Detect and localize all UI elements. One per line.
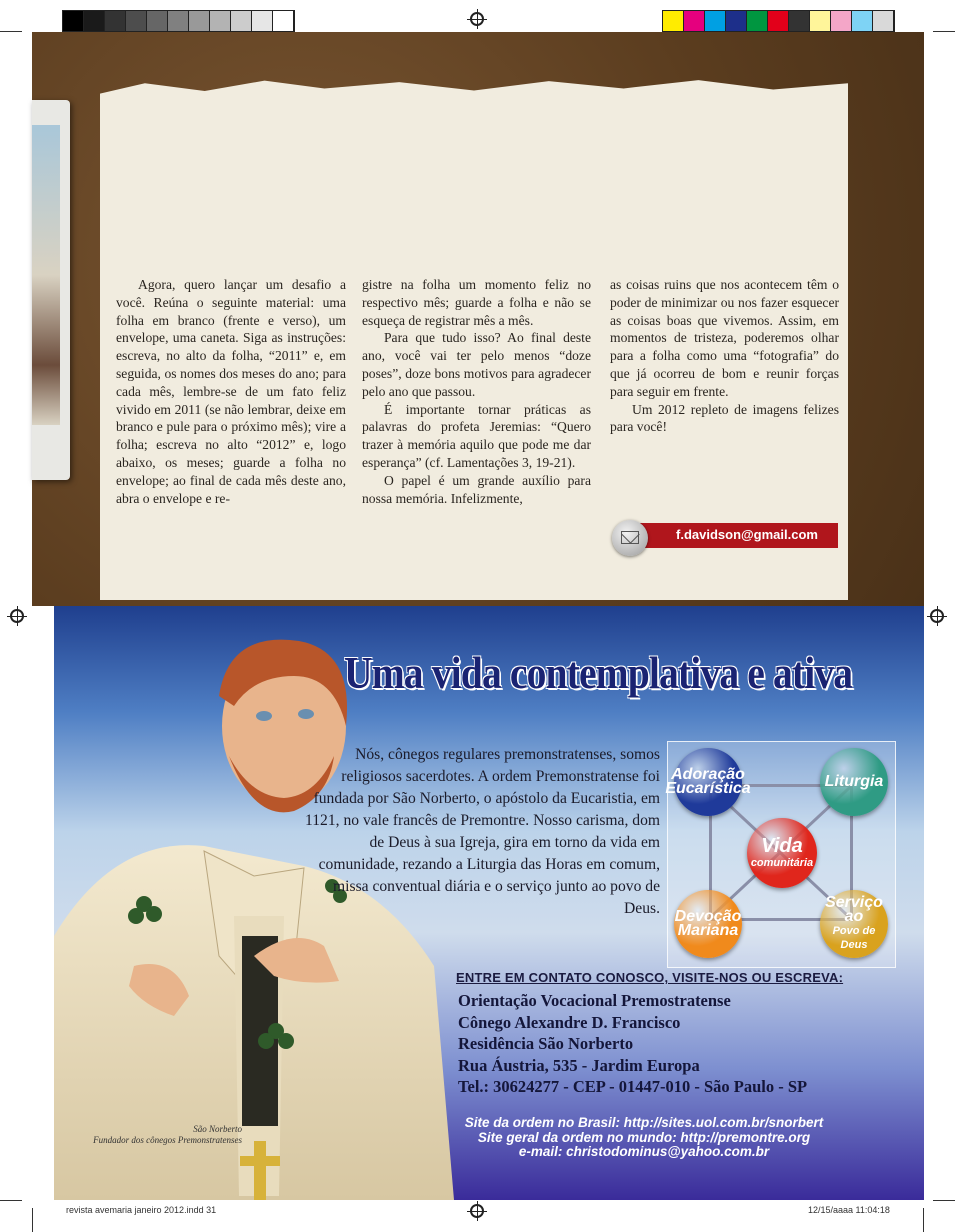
color-swatch: [189, 11, 210, 31]
article-paragraph: Para que tudo isso? Ao final deste ano, você vai ter pelo menos “doze poses”, doze bons motivos para agradecer pelo ano que passou.: [362, 330, 591, 399]
links-block: [399, 1116, 889, 1160]
color-swatch: [663, 11, 684, 31]
color-swatch: [684, 11, 705, 31]
contact-line: Residência São Norberto: [458, 1034, 634, 1053]
envelope-icon: [612, 520, 648, 556]
file-slug: revista avemaria janeiro 2012.indd 31: [66, 1205, 217, 1215]
charism-diagram: [667, 741, 896, 968]
registration-mark-bottom-icon: [470, 1204, 484, 1218]
author-email-link[interactable]: f.davidson@gmail.com: [676, 527, 818, 542]
registration-mark-left-icon: [10, 609, 24, 623]
color-swatch: [252, 11, 273, 31]
color-swatch: [168, 11, 189, 31]
color-swatch: [63, 11, 84, 31]
crop-mark: [0, 31, 22, 32]
color-swatch: [789, 11, 810, 31]
liturgia-node: Liturgia: [820, 748, 888, 816]
grayscale-color-bar: [62, 10, 295, 32]
color-swatch: [273, 11, 294, 31]
article-paragraph: Agora, quero lançar um desafio a você. Reúna o seguinte material: uma folha em branco (frente e verso), um envelope, uma caneta. Siga as instruções: escreva, no alto da folha, “2011” e, em seguida, os nomes dos meses do ano; para cada mês, lembre-se de um fato feliz vivido em 2011 (se não lembrar, deixe em branco e pule para o próximo mês); vire a folha; escreva no alto “2012” e, logo abaixo, os meses; guarde a folha no envelope; ao final de cada mês deste ano, abra o envelope e re-: [116, 277, 346, 506]
contact-email-link[interactable]: e-mail: christodominus@yahoo.com.br: [518, 1144, 770, 1159]
article-column-3: [610, 276, 839, 436]
color-swatch: [831, 11, 852, 31]
article-paragraph: Um 2012 repleto de imagens felizes para você!: [610, 401, 839, 435]
contact-line: Cônego Alexandre D. Francisco: [458, 1012, 681, 1032]
cmyk-color-bar: [662, 10, 895, 32]
article-column-1: [116, 276, 346, 507]
crop-mark: [923, 1208, 924, 1232]
servico-povo-de-deus-node: Serviço ao Povo de Deus: [820, 890, 888, 958]
registration-mark-right-icon: [930, 609, 944, 623]
advertisement: [54, 606, 924, 1200]
contact-line: Orientação Vocacional Premostratense: [458, 991, 731, 1010]
article-paragraph: O papel é um grande auxílio para nossa memória. Infelizmente,: [362, 472, 591, 506]
color-swatch: [768, 11, 789, 31]
article-paragraph: as coisas ruins que nos acontecem têm o poder de minimizar ou nos fazer esquecer as coisas boas que vivemos. Assim, em momentos de tristeza, poderemos olhar para a folha como uma “fotografia” do que já ocorreu de bom e reunir forças para seguir em frente.: [610, 277, 839, 399]
ad-title: Uma vida contemplativa e ativa: [344, 647, 853, 698]
article-column-2: [362, 276, 591, 507]
devocao-mariana-node: Devoção Mariana: [674, 890, 742, 958]
contact-block: [458, 990, 807, 1098]
color-swatch: [726, 11, 747, 31]
color-swatch: [126, 11, 147, 31]
crop-mark: [32, 1208, 33, 1232]
color-swatch: [852, 11, 873, 31]
color-swatch: [705, 11, 726, 31]
registration-mark-top-icon: [470, 12, 484, 26]
print-timestamp: 12/15/aaaa 11:04:18: [808, 1205, 890, 1215]
color-swatch: [210, 11, 231, 31]
pinned-photo: [32, 100, 70, 480]
color-swatch: [147, 11, 168, 31]
contact-heading: ENTRE EM CONTATO CONOSCO, VISITE-NOS OU ESCREVA:: [456, 970, 844, 985]
article-paragraph: É importante tornar práticas as palavras do profeta Jeremias: “Quero trazer à memória aquilo que pode me dar esperança” (cf. Lamentações 3, 19-21).: [362, 401, 591, 470]
color-swatch: [105, 11, 126, 31]
adoracao-eucaristica-node: Adoração Eucarística: [674, 748, 742, 816]
saint-caption: São Norberto Fundador dos cônegos Premonstratenses: [93, 1124, 242, 1145]
color-swatch: [84, 11, 105, 31]
contact-line: Rua Áustria, 535 - Jardim Europa: [458, 1055, 700, 1075]
color-swatch: [873, 11, 894, 31]
article-paragraph: gistre na folha um momento feliz no respectivo mês; guarde a folha e não se esqueça de registrar mês a mês.: [362, 277, 591, 328]
vida-comunitaria-node: Vida comunitária: [747, 818, 817, 888]
site-mundo-link[interactable]: Site geral da ordem no mundo: http://premontre.org: [477, 1129, 811, 1145]
ad-body-text: Nós, cônegos regulares premonstratenses, somos religiosos sacerdotes. A ordem Premonstratense foi fundada por São Norberto, o apóstolo da Eucaristia, em 1121, no vale francês de Premontre. Nosso carisma, dom de Deus à sua Igreja, gira em torno da vida em comunidade, rezando a Liturgia das Horas em comum, missa conventual diária e o serviço junto ao povo de Deus.: [305, 746, 660, 917]
color-swatch: [747, 11, 768, 31]
crop-mark: [0, 1200, 22, 1201]
color-swatch: [810, 11, 831, 31]
site-brasil-link[interactable]: Site da ordem no Brasil: http://sites.uol.com.br/snorbert: [464, 1115, 824, 1130]
crop-mark: [933, 31, 955, 32]
contact-phone: Tel.: 30624277 - CEP - 01447-010 - São Paulo - SP: [458, 1077, 808, 1096]
color-swatch: [231, 11, 252, 31]
crop-mark: [933, 1200, 955, 1201]
